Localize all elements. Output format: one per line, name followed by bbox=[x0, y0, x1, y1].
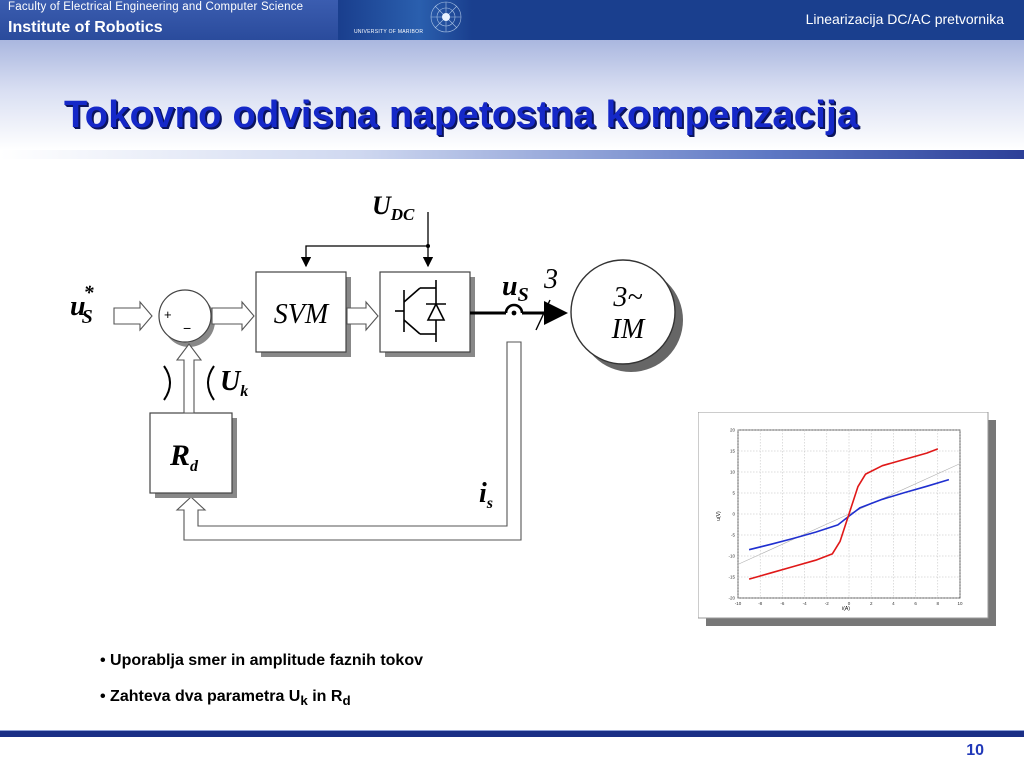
inverter-block bbox=[380, 272, 470, 352]
x-tick-label: -8 bbox=[758, 601, 763, 606]
x-tick-label: -6 bbox=[780, 601, 785, 606]
footer-divider bbox=[0, 730, 1024, 737]
motor-label-line2: IM bbox=[611, 314, 645, 345]
x-tick-label: -2 bbox=[824, 601, 829, 606]
institute-name: Institute of Robotics bbox=[8, 19, 163, 36]
us-label: $u_S$ bbox=[502, 271, 529, 306]
udc-label: $U_{DC}$ bbox=[372, 191, 415, 224]
us-ref-label: u* S bbox=[70, 282, 94, 328]
uk-left-bracket bbox=[164, 366, 170, 400]
rd-to-sum-arrow bbox=[177, 344, 201, 413]
y-tick-label: -15 bbox=[728, 574, 735, 580]
title-divider bbox=[0, 150, 1024, 159]
bullet-sub-k: k bbox=[300, 693, 308, 709]
phase-slash bbox=[536, 300, 550, 330]
motor-label-line1: 3~ bbox=[613, 282, 643, 313]
bullet-item-2: • Zahteva dva parametra $U_k$ in $R_d$ bbox=[100, 688, 351, 709]
x-tick-label: 10 bbox=[957, 601, 963, 606]
bullet-text-2a: Zahteva dva parametra U bbox=[110, 688, 301, 705]
x-tick-label: 2 bbox=[869, 601, 873, 606]
bullet-sub-d: d bbox=[342, 693, 351, 709]
rd-label: $R_d$ bbox=[170, 439, 199, 475]
plus-sign: + bbox=[164, 307, 172, 322]
plot-ylabel: u(V) bbox=[716, 511, 722, 521]
x-tick-label: 8 bbox=[936, 601, 940, 606]
university-name: UNIVERSITY OF MARIBOR bbox=[354, 29, 424, 35]
y-tick-label: 15 bbox=[729, 448, 735, 454]
sum-to-svm-arrow bbox=[212, 302, 254, 330]
x-tick-label: -4 bbox=[802, 601, 807, 606]
svm-to-inverter-arrow bbox=[347, 302, 378, 330]
phase-count: 3 bbox=[544, 264, 558, 295]
udc-to-svm-line bbox=[306, 246, 428, 266]
uk-right-bracket bbox=[208, 366, 214, 400]
x-tick-label: 0 bbox=[847, 601, 851, 606]
bullet-text-1: Uporablja smer in amplitude faznih tokov bbox=[110, 652, 423, 669]
y-tick-label: -5 bbox=[730, 532, 735, 538]
plot-xlabel: i(A) bbox=[842, 606, 850, 612]
minus-sign: − bbox=[183, 320, 192, 336]
slide-title: Tokovno odvisna napetostna kompenzacija bbox=[64, 94, 859, 136]
sensor-dot bbox=[512, 311, 517, 316]
y-tick-label: 20 bbox=[729, 427, 735, 433]
page-number: 10 bbox=[966, 742, 984, 759]
input-arrow bbox=[114, 302, 152, 330]
faculty-name: Faculty of Electrical Engineering and Computer Science bbox=[8, 1, 304, 13]
udc-junction bbox=[426, 244, 430, 248]
y-tick-label: 5 bbox=[732, 490, 735, 496]
y-tick-label: 10 bbox=[729, 469, 735, 475]
uk-label: $U_k$ bbox=[220, 366, 249, 400]
x-tick-label: -10 bbox=[734, 601, 742, 606]
bullet-text-2b: in R bbox=[307, 688, 343, 705]
university-logo bbox=[340, 0, 472, 40]
compensation-characteristic-plot bbox=[698, 412, 998, 628]
bullet-list bbox=[100, 652, 423, 724]
header-topic: Linearizacija DC/AC pretvornika bbox=[805, 11, 1004, 27]
y-tick-label: -10 bbox=[728, 553, 735, 559]
x-tick-label: 4 bbox=[892, 601, 895, 606]
control-block-diagram bbox=[60, 180, 700, 560]
x-tick-label: 6 bbox=[914, 601, 917, 606]
svm-label: SVM bbox=[273, 299, 329, 330]
y-tick-label: 0 bbox=[732, 511, 735, 517]
y-tick-label: -20 bbox=[728, 595, 735, 601]
header-branding bbox=[0, 0, 338, 40]
rd-block bbox=[150, 413, 232, 493]
plot-frame bbox=[698, 412, 988, 618]
bullet-item-1: • Uporablja smer in amplitude faznih tokov bbox=[100, 652, 423, 669]
is-label: $i_s$ bbox=[479, 478, 494, 512]
